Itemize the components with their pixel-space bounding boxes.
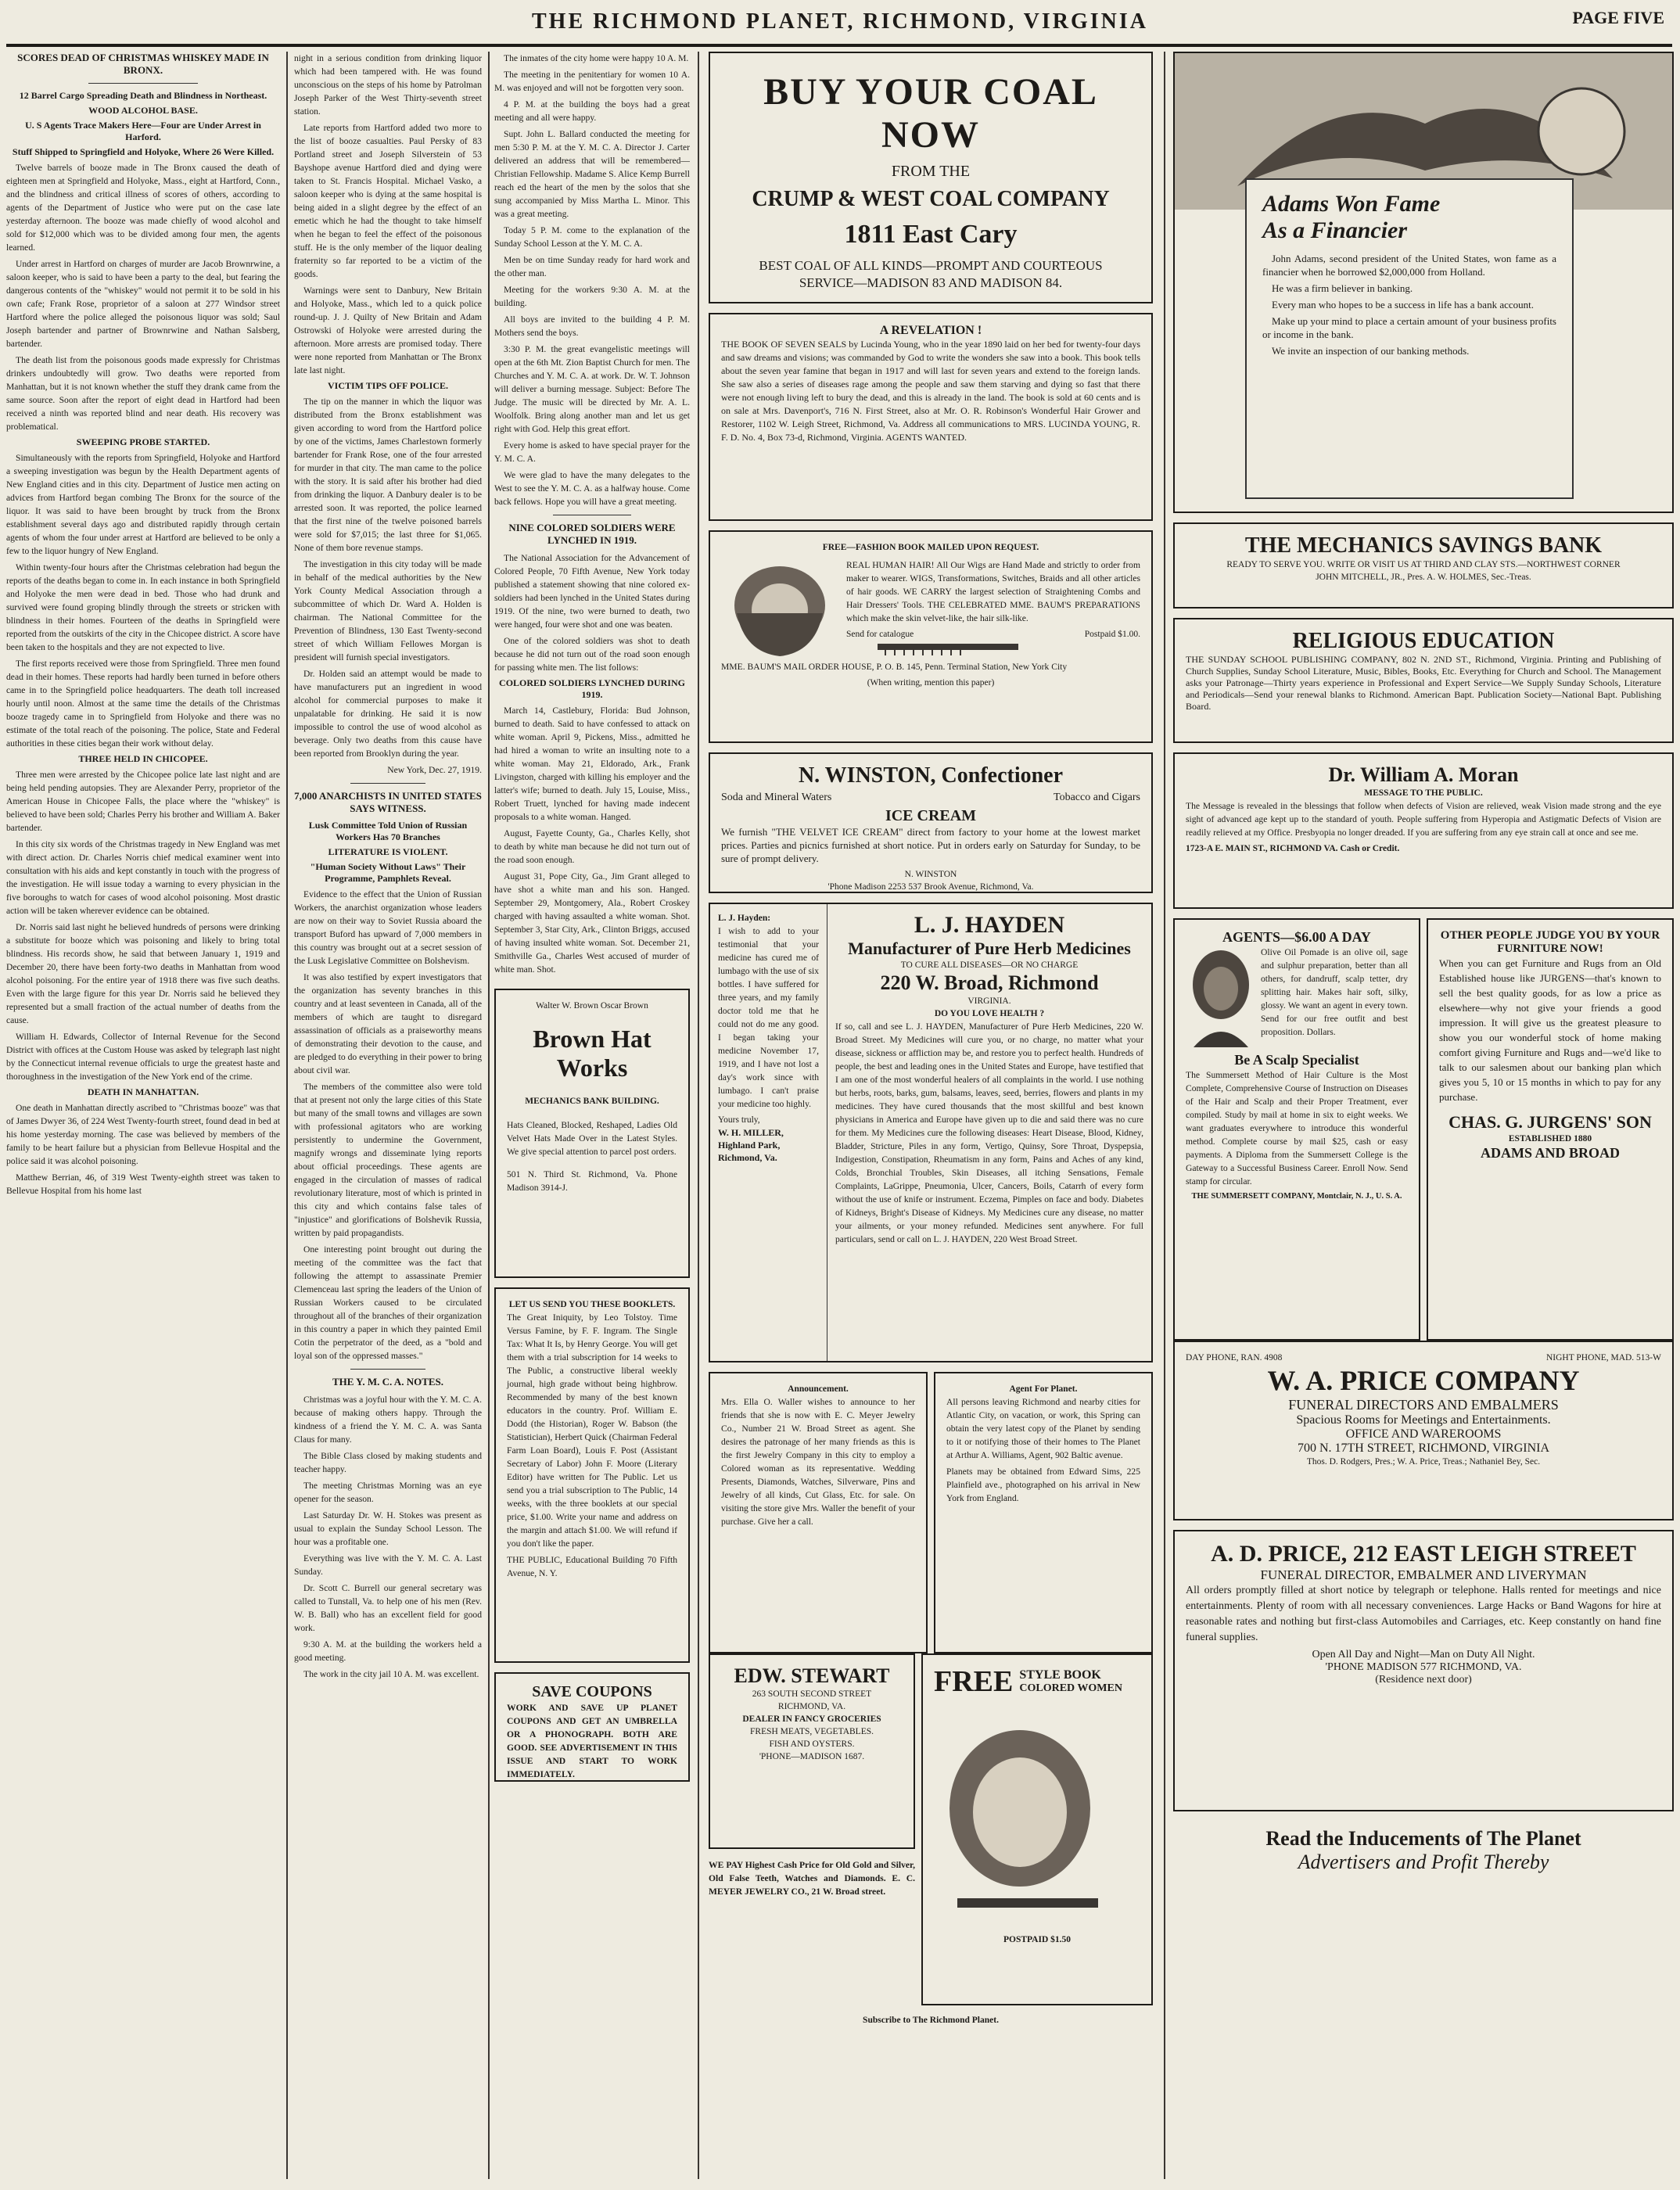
ad-text: The Great Iniquity, by Leo Tolstoy. Time Versus Famine, by F. F. Ingram. The Single Tax: What It Is, by Henry George. You will get them with a trial subscription for 14 weeks to The Public, a constructive liberal weekly journal, high grade without being highbrow. Recommended by many of the best known educators in the country. Prof. William E. Dodd (the Historian), Roger W. Babson (the Statistician), Herbert Quick (Chairman Federal Farm Loan Board), Louis F. Post (Assistant Secretary of Labor) John F. Moore (Literary Editor) have written for The Public. Let us send you a trial subscription to The Public, 14 weeks, with the three booklets at our special price, $1.00. Write your name and address on the margin and attach $1.00. We will refund if you don't like the paper. [507,1312,677,1549]
article-column-3 [494,52,690,2179]
ad-text: Make up your mind to place a certain amount of your business profits or income in the bank. [1262,315,1556,340]
ad-text: DEALER IN FANCY GROCERIES [742,1714,881,1724]
article-paragraph: The National Association for the Advancement of Colored People, 70 Fifth Avenue, New York today published a statement showing that nine colored ex-soldiers had been lynched in the United States during 1919. Of the nine, two were burned to death, two were hanged, four were shot and one was beaten. [494,553,690,630]
ad-text: Open All Day and Night—Man on Duty All Night. [1312,1649,1535,1660]
ad-text: He was a firm believer in banking. [1272,282,1413,294]
ad-title: Announcement. [788,1384,849,1394]
article-paragraph: The members of the committee also were told that at present not only the large cities of this State but many of the small towns and villages are sown with professional agitators who are working persistently to undermine the Government, magnify wrongs and disseminate lying reports about official proceedings. These agents are engaged in the circulation of masses of radical revolutionary literature, most of which is printed in this city and which contains false tales of "injustice" and glorifications of Bolshevik Russia, written by paid propagandists. [294,1082,482,1238]
ad-price-ad [1173,1530,1674,1811]
waller-announcement [709,1372,928,1653]
ad-text: BEST COAL OF ALL KINDS—PROMPT AND COURTEOUS SERVICE—MADISON 83 AND MADISON 84. [759,258,1103,290]
agents-ad [1173,918,1420,1341]
ad-text: POSTPAID $1.50 [1003,1935,1072,1944]
article-paragraph: Within twenty-four hours after the Christmas celebration had begun the reports of the deaths began to come in. In each instance in both Springfield and Holyoke the men were dead in bed. Those who had drunk and survived were found groping blindly through the streets or stricken with blindness in their homes. Fourteen of the deaths in Springfield were reported from the outskirts of the city in the Chicopee district. A score have been taken to the hospitals and they are not expected to live. [6,562,280,652]
ad-text: Tobacco and Cigars [1054,792,1140,803]
article-paragraph: The tip on the manner in which the liquor was distributed from the Bronx establishment was given according to word from the Hartford police by one of the victims, James Charlestown formerly bartender for Frank Rose, one of the four arrested for murder in that city. The man came to the police with the story. It is said after his brother had died from drinking the liquor. A Danbury dealer is to be arrested soon. It was reported, the police learned that the first nine of the twelve poisoned barrels were sold for $7,015; the last three for $1,065. None of them bore revenue stamps. [294,397,482,553]
ad-text: (Residence next door) [1375,1674,1472,1686]
article-paragraph: Men be on time Sunday ready for hard work and the other man. [494,255,690,278]
article-paragraph: Dr. Scott C. Burrell our general secretary was called to Tunstall, Va. to help one of his men (Rev. W. B. Ball) who has an excellent field for good work. [294,1583,482,1633]
article-paragraph: 9:30 A. M. at the building the workers held a good meeting. [294,1639,482,1663]
winston-ad [709,752,1153,893]
article-paragraph: Late reports from Hartford added two more to the list of booze casualties. Paul Persky of 83 Portland street and Joseph Silverstein of 53 Bayshope avenue Hartford died and dying were taken to St. Francis Hospital. Michael Vasko, a saloon keeper who is dying at the same hospital is being aided in a slight degree by the effect of an emetic which he had the thought to take himself when he began to feel the effect of the poisonous stuff. He is the only member of the liquor dealing fraternity so far reported to be a victim of the goods. [294,123,482,279]
article-paragraph: Christmas was a joyful hour with the Y. M. C. A. because of making others happy. Through the kindness of a friend the Y. M. C. A. was Santa Claus for many. [294,1395,482,1445]
ad-text: VIRGINIA. [967,996,1011,1006]
ad-text: 263 SOUTH SECOND STREET [752,1689,872,1699]
religious-education-ad [1173,618,1674,743]
article-subhead: DEATH IN MANHATTAN. [87,1086,199,1097]
article-column-2 [294,52,482,2179]
article-paragraph: One of the colored soldiers was shot to death because he did not turn out of the road soon enough for passing white men. The list follows: [494,636,690,673]
hayden-ad [709,903,1153,1362]
ad-text: FROM THE [891,163,971,180]
ad-text: 700 N. 17TH STREET, RICHMOND, VIRGINIA [1297,1441,1550,1455]
ad-text: Be A Scalp Specialist [1234,1052,1359,1068]
ad-text: MECHANICS BANK BUILDING. [525,1097,659,1106]
article-paragraph: Last Saturday Dr. W. H. Stokes was present as usual to explain the Sunday School Lesson. The hour was a profitable one. [294,1510,482,1547]
ad-title: N. WINSTON, Confectioner [798,763,1064,788]
ad-title: Brown Hat Works [533,1025,652,1082]
article-subhead: SWEEPING PROBE STARTED. [76,436,210,447]
article-paragraph: March 14, Castlebury, Florida: Bud Johnson, burned to death. Said to have confessed to attack on white woman. April 9, Pickens, Miss., admitted he had hired a woman to write an insulting note to a white woman. May 21, Eldorado, Ark., Frank Livingston, charged with killing his employer and the latter's wife; burned to death. July 15, Louise, Miss., Robert Truett, lynched for having made indecent proposals to a white woman. Hanged. [494,705,690,822]
article-paragraph: The investigation in this city today will be made in behalf of the medical authorities by the New York County Medical Association through a subcommittee of which Dr. Ward A. Holden is chairman. The National Committee for the Prevention of Blindness, 130 East Twenty-second street of which William Fellowes Morgan is president will furnish special investigators. [294,559,482,662]
ad-text: DAY PHONE, RAN. 4908 [1186,1353,1283,1362]
ad-text: Manufacturer of Pure Herb Medicines [848,939,1131,958]
planet-agent-notice [934,1372,1153,1653]
article-paragraph: All boys are invited to the building 4 P. M. Mothers send the boys. [494,314,690,338]
ads-column-right [1173,52,1674,2179]
article-headline: NINE COLORED SOLDIERS WERE LYNCHED IN 1919. [508,522,676,546]
article-subhead: Stuff Shipped to Springfield and Holyoke, Where 26 Were Killed. [12,146,275,157]
wig-illustration-icon [934,1699,1122,1933]
ad-text: W. H. MILLER, Highland Park, Richmond, Va. [718,1127,784,1163]
adams-bank-ad [1173,52,1674,513]
ad-text: 'Phone Madison 2253 537 Brook Avenue, Richmond, Va. [827,882,1034,892]
inducements-line: Advertisers and Profit Thereby [1298,1851,1549,1873]
ad-text: FRESH MEATS, VEGETABLES. [750,1727,874,1736]
ad-text: Hats Cleaned, Blocked, Reshaped, Ladies Old Velvet Hats Made Over in the Latest Styles. We give special attention to parcel post orders. [507,1120,677,1157]
ad-text: The Summersett Method of Hair Culture is the Most Complete, Comprehensive Course of Instruction on Diseases of the Hair and Scalp and their Proper Treatment, ever compiled. Study by mail at home in six to eight weeks. We want graduates everywhere to introduce this wonderful method. Complete course by mail $25, cash or easy payments. A Diploma from the Summersett College is the Gateway to a Successful Business Career. Enroll Now. Send stamp for circular. [1186,1070,1408,1187]
article-headline: 7,000 ANARCHISTS IN UNITED STATES SAYS WITNESS. [294,790,482,814]
article-paragraph: August, Fayette County, Ga., Charles Kelly, shot to death by white man because he did not turn out of the road soon enough. [494,828,690,865]
article-paragraph: We were glad to have the many delegates to the West to see the Y. M. C. A. as a halfway house. Come back fellows. Hope you will have a great meeting. [494,470,690,507]
testimonial [710,904,827,1361]
stewart-ad [709,1653,915,1849]
ad-title: RELIGIOUS EDUCATION [1292,629,1555,653]
ad-text: (When writing, mention this paper) [867,678,995,688]
article-paragraph: 3:30 P. M. the great evangelistic meetings will open at the 6th Mt. Zion Baptist Church for men. The Churches and Y. M. C. A. at work. Dr. W. T. Johnson will deliver a burning message. Subject: Before The Judge. The music will be directed by Mr. A. L. Woolfolk. Bring along another man and let us get right with God. Help this great effort. [494,344,690,434]
meyer-ad: WE PAY Highest Cash Price for Old Gold and Silver, Old False Teeth, Watches and Diamonds. E. C. MEYER JEWELRY CO., 21 W. Broad street. [709,1860,915,1897]
ad-text: THE BOOK OF SEVEN SEALS by Lucinda Young, who in the year 1890 laid on her bed for twenty-four days and saw dreams and visions; was commanded by God to write the wonders she saw into a book. This book tells about the seven year famine that began in 1917 and will last for seven years and extend to the foreign lands. She saw also a series of diseases rage among the people and saw them starving and dying so fast that there were not enough living left to bury the dead, and this is already in the land. The book is sold at 60 cents and is on sale at Mrs. Davenport's, 716 N. First Street, also at Mr. O. R. Robinson's Wonderful Hair Grower and Restorer, 1102 W. Leigh Street, Richmond, Va. Address all communications to MRS. LUCINDA YOUNG, R. F. D. No. 4, Box 73-d, Richmond, Virginia. AGENTS WANTED. [721,339,1140,443]
ad-text: CHAS. G. JURGENS' SON [1448,1112,1652,1132]
ad-text: RICHMOND, VA. [777,1702,846,1711]
article-paragraph: The death list from the poisonous goods made expressly for Christmas drinkers undoubtedly will grow. Two deaths were reported from Manhattan, but it is not known whether the stuff they drank came from the same source. Soon after the report of eight dead in Hartford had been received a ninth was reported blind and near death. His recovery was problematical. [6,355,280,432]
article-paragraph: Everything was live with the Y. M. C. A. Last Sunday. [294,1553,482,1577]
article-paragraph: William H. Edwards, Collector of Internal Revenue for the Second District with offices at the Custom House was asked by telegraph last night by the Connecticut internal revenue officials to urge the greatest haste and thoroughness in the investigation of the New York end of the crime. [6,1032,280,1082]
save-coupons-ad [494,1672,690,1782]
woman-portrait-icon [1186,946,1256,1047]
ad-text: MME. BAUM'S MAIL ORDER HOUSE, P. O. B. 145, Penn. Terminal Station, New York City [721,662,1068,672]
ad-text: Soda and Mineral Waters [721,792,832,803]
article-paragraph: Every home is asked to have special prayer for the Y. M. C. A. [494,440,690,464]
column-rule [286,52,288,2179]
ad-text: READY TO SERVE YOU. WRITE OR VISIT US AT THIRD AND CLAY STS.—NORTHWEST CORNER [1226,560,1621,569]
article-subhead: VICTIM TIPS OFF POLICE. [327,380,449,391]
article-paragraph: Dr. Holden said an attempt would be made to have manufacturers put an ingredient in wood alcohol for commercial purposes to make it unpalatable for drinking. He said it is now impossible to control the use of wood alcohol as beverage. Only two deaths from this cause have been reported from Brooklyn during the year. [294,669,482,759]
moran-ad [1173,752,1674,909]
masthead-rule [6,44,1672,47]
ad-text: Olive Oil Pomade is an olive oil, sage and sulphur preparation, better than all others, for dandruff, scalp tetter, dry splitting hair. Makes hair soft, silky, glossy. We want an agent in every town. Send for our free outfit and best proposition. Dollars. [1261,947,1408,1037]
ad-text: Planets may be obtained from Edward Sims, 225 Plainfield ave., photographed on his arrival in New York from England. [946,1467,1140,1503]
mechanics-bank-ad [1173,522,1674,609]
article-subhead: LITERATURE IS VIOLENT. [328,846,448,857]
ad-text: We invite an inspection of our banking methods. [1272,345,1470,357]
article-paragraph: It was also testified by expert investigators that the organization has seventy branches in this country and at least seventeen in Canada, all of the members of which are taught to disregard assassination of officials as a praiseworthy means of demonstrating their devotion to the cause, and are pledged to do everything in their power to bring about civil war. [294,972,482,1075]
article-subhead: "Human Society Without Laws" Their Programme, Pamphlets Reveal. [310,861,466,884]
article-paragraph: Supt. John L. Ballard conducted the meeting for men 5:30 P. M. at the Y. M. C. A. Director J. Carter delivered an address that will be remembered—Christian Fellowship. Madame S. Alice Kemp Burrell reach ed the heart of the men by the solos that she sung accompanied by Miss Martha L. Minor. This was a great meeting. [494,129,690,219]
dateline: New York, Dec. 27, 1919. [387,765,482,775]
revelation-ad [709,313,1153,521]
ad-text: 501 N. Third St. Richmond, Va. Phone Madison 3914-J. [507,1169,677,1193]
ad-text: 'PHONE—MADISON 1687. [759,1752,865,1761]
ad-text: COLORED WOMEN [1019,1682,1122,1694]
article-column-1 [6,52,280,2179]
article-paragraph: Evidence to the effect that the Union of Russian Workers, the anarchist organization whose leaders are now on their way to Soviet Russia aboard the transport Buford has upward of 7,000 members in this country was brought out at a secret session of the Lusk Legislative Committee on Bolshevism. [294,889,482,966]
article-paragraph: Dr. Norris said last night he believed hundreds of persons were drinking a substitute for booze which was poisoning and likely to bring total blindness. His records show, he said that between January 1, 1919 and December 20, there have been forty-two deaths in Manhattan from wood alcohol poisoning. For the entire year of 1918 there was five such deaths. Even with the large figure for this year Dr. Norris said he believed they represented but a small fraction of the actual number of deaths from the cause. [6,922,280,1025]
article-headline: THE Y. M. C. A. NOTES. [332,1376,444,1388]
ad-text: JOHN MITCHELL, JR., Pres. A. W. HOLMES, Sec.-Treas. [1316,573,1531,582]
ad-text: All persons leaving Richmond and nearby cities for Atlantic City, on vacation, or work, this Spring can obtain the very latest copy of the Planet by sending to it or notifying those of their homes to The Planet at Arthur A. Williams, Agent, 902 Baltic avenue. [946,1397,1140,1460]
ad-text: REAL HUMAN HAIR! All Our Wigs are Hand Made and strictly to order from maker to wearer. WIGS, Transformations, Switches, Braids and all other articles of hair goods. WE CARRY the largest selection of Straightening Combs and Hair Dressers' Tools. THE CELEBRATED MME. BAUM'S PREPARATIONS which make the skin velvet-like, the hair silk-like. [846,560,1140,623]
wig-icon [721,558,838,660]
inducements-notice [1173,1827,1674,1874]
article-paragraph: The work in the city jail 10 A. M. was excellent. [303,1669,479,1679]
article-paragraph: The meeting in the penitentiary for women 10 A. M. was enjoyed and will not be forgotten very soon. [494,70,690,93]
ad-text: Spacious Rooms for Meetings and Entertainments. [1296,1413,1551,1427]
ad-text: The Message is revealed in the blessings that follow when defects of Vision are relieved, weak Vision made strong and the eye sight of advanced age kept up to the standard of youth. People suffering from Hyperopia and Astigmatic Defects of Vision are readily relieved at my Office. Presbyopia no longer dreaded. If you are suffering from any eye strain call at once and see me. [1186,801,1661,838]
ad-text: I wish to add to your testimonial that your medicine has cured me of lumbago with the use of six bottles. I have suffered for three years, and my family doctor told me that he could not do me any good. I began taking your medicine November 17, 1919, and I have not lost a day's work since with lumbago. I can't praise your medicine too highly. [718,926,819,1109]
article-paragraph: Three men were arrested by the Chicopee police late last night and are being held pending autopsies. They are Alexander Perry, proprietor of the American House in Chicopee Falls, the place where the "whiskey" is believed to have been sold; Charles Perry his brother and William A. Baker bartender. [6,770,280,833]
article-paragraph: Warnings were sent to Danbury, New Britain and Holyoke, Mass., which led to a quick police round-up. J. J. Quilty of New Britain and Adam Ostrowski of Holyoke were arrested during the afternoon. More arrests are promised today. There were none reported from Manhattan or The Bronx late last night. [294,285,482,375]
ad-text: NIGHT PHONE, MAD. 513-W [1545,1353,1661,1362]
article-subhead: U. S Agents Trace Makers Here—Four are Under Arrest in Harford. [25,120,261,142]
ad-title: AGENTS—$6.00 A DAY [1222,929,1371,945]
article-subhead: WOOD ALCOHOL BASE. [88,105,198,116]
coal-ad [709,52,1153,303]
article-paragraph: The inmates of the city home were happy 10 A. M. [504,53,689,63]
ad-text: Every man who hopes to be a success in life has a bank account. [1272,299,1535,311]
article-paragraph: August 31, Pope City, Ga., Jim Grant alleged to have shot a white man and his son. Hanged. September 29, Montgomery, Ala., Robert Croskey charged with having assaulted a white woman. Shot. September 3, Star City, Ark., Clinton Briggs, accused of having insulted white woman. Sot. December 21, Smithville Ga., Charles West accused of murder of white man. Shot. [494,871,690,975]
ad-text: 'PHONE MADISON 577 RICHMOND, VA. [1325,1661,1522,1673]
ad-text: MESSAGE TO THE PUBLIC. [1364,788,1483,798]
article-subhead: 12 Barrel Cargo Spreading Death and Blindness in Northeast. [19,90,267,101]
ad-text: Thos. D. Rodgers, Pres.; W. A. Price, Treas.; Nathaniel Bey, Sec. [1306,1457,1541,1467]
ad-text: Mrs. Ella O. Waller wishes to announce to her friends that she is now with E. C. Meyer Jewelry Co., Number 21 W. Broad Street as agent. She desires the patronage of her many friends as this is the first Jewelry Company in this city to employ a Colored woman as its representative. Wedding Presents, Diamonds, Watches, Silverware, Pins and Jewelry of all kinds, Cut Glass, Etc. for sale. On visiting the store give Mrs. Waller the benefit of your purchase. Give her a call. [721,1397,915,1527]
ad-text: THE SUNDAY SCHOOL PUBLISHING COMPANY, 802 N. 2ND ST., Richmond, Virginia. Printing and Publishing of Church Supplies, Sunday School Literature, Music, Bibles, Books, Etc. Everything for Church and School. The Management asks your Patronage—Thirty years experience in Professional and Expert Service—We Supply Sunday Schools, Literature and Periodicals—Send your renewal blanks to Richmond. American Bapt. Publication Society—National Bapt. Publishing Board. [1186,654,1661,712]
ad-text: 1723-A E. MAIN ST., RICHMOND VA. Cash or Credit. [1186,844,1400,853]
masthead [0,0,1680,48]
ad-title: Adams Won Fame [1262,191,1441,217]
ad-text: THE PUBLIC, Educational Building 70 Fifth Avenue, N. Y. [507,1555,677,1578]
article-headline: SCORES DEAD OF CHRISTMAS WHISKEY MADE IN BRONX. [17,52,269,76]
masthead-title: THE RICHMOND PLANET, RICHMOND, VIRGINIA [531,9,1148,34]
column-rule [698,52,699,2179]
article-paragraph: The first reports received were those from Springfield. Three men found dead in their homes. These reports had hardly been turned in before others came in to the Springfield police headquarters. The death toll increased hourly until noon. Almost at the same time the details of the Christmas booze tragedy came in to Springfield from Holyoke and there was no estimate of the total reach of the poisoning. The police, State and Federal authorities in these cities began their work without delay. [6,659,280,749]
ad-text: FUNERAL DIRECTOR, EMBALMER AND LIVERYMAN [1260,1567,1587,1582]
article-paragraph: Today 5 P. M. come to the explanation of the Sunday School Lesson at the Y. M. C. A. [494,225,690,249]
ad-text: 1811 East Cary [844,220,1018,249]
article-paragraph: Under arrest in Hartford on charges of murder are Jacob Brownrwine, a saloon keeper, who is said to have been a party to the deal, but fearing the dangerous contents of the "whiskey" would not permit it to be sold in his own cafe; Frank Rose, proprietor of a saloon at 277 Windsor street Hartford where the police alleged the poisonous liquor was sold; Saul Joseph bartender and partner of Brownrwine and Nathan Salsberg, bartender. [6,259,280,349]
article-paragraph: night in a serious condition from drinking liquor which had been tampered with. He was found unconscious on the steps of his home by Patrolman Joseph Parker of the West Thirty-seventh street station. [294,53,482,117]
column-rule [488,52,490,2179]
ad-title: FREE—FASHION BOOK MAILED UPON REQUEST. [822,543,1039,552]
ad-text: 220 W. Broad, Richmond [880,971,1099,994]
fashion-book-ad [709,530,1153,743]
ad-text: L. J. Hayden: [718,914,771,923]
ad-text: FUNERAL DIRECTORS AND EMBALMERS [1288,1397,1559,1413]
ad-title: THE MECHANICS SAVINGS BANK [1244,533,1603,558]
adams-text-panel [1245,178,1574,499]
article-paragraph: Matthew Berrian, 46, of 319 West Twenty-eighth street was taken to Bellevue Hospital from his home last [6,1172,280,1196]
ad-title: W. A. PRICE COMPANY [1267,1365,1580,1396]
ad-text: ADAMS AND BROAD [1480,1145,1620,1161]
article-paragraph: 4 P. M. at the building the boys had a great meeting and all were happy. [494,99,690,123]
ad-title: A REVELATION ! [879,324,982,337]
ad-text: THE SUMMERSETT COMPANY, Montclair, N. J., U. S. A. [1191,1192,1402,1201]
ad-text: OFFICE AND WAREROOMS [1345,1427,1502,1441]
inducements-line: Read the Inducements of The Planet [1265,1827,1581,1850]
ad-text: STYLE BOOK [1019,1668,1101,1682]
booklets-ad [494,1287,690,1663]
article-subhead: Lusk Committee Told Union of Russian Workers Has 70 Branches [308,820,468,842]
ad-title: As a Financier [1262,217,1408,243]
brown-hat-works-ad [494,989,690,1278]
ad-text: DO YOU LOVE HEALTH ? [934,1009,1045,1018]
ad-title: EDW. STEWART [734,1664,890,1687]
wa-price-ad [1173,1341,1674,1520]
jurgens-ad [1427,918,1674,1341]
ad-title: FREE [934,1665,1014,1698]
ad-text: If so, call and see L. J. HAYDEN, Manufacturer of Pure Herb Medicines, 220 W. Broad Street. My Medicines will cure you, or no charge, no matter what your disease, sickness or affliction may be, and restore you to perfect health. Hundreds of people, the best and leading ones in the United States and Europe, have testified that I am one of the most wonderful healers of all complaints in the world. I use nothing but herbs, roots, barks, gum, balsams, leaves, seed, berries, flowers and plants in my medicines. They have cured thousands that the most skillful and best known physicians in America and Europe have given up to die and said there was no cure for them. My Medicines cure the following diseases: Heart Disease, Blood, Kidney, Bladder, Stricture, Piles in any form, Vertigo, Quinsy, Sore Throat, Dyspepsia, Indigestion, Constipation, Rheumatism in any form, Pains and Aches of any kind, Colds, Bronchial Troubles, Skin Diseases, all itching Sensations, Female Complaints, LaGrippe, Pneumonia, Ulcer, Cancers, Boils, Catarrh of every form without the use of knife or instrument. Eczema, Pimples on face and body. Diabetes of Kidneys, Bright's Disease of Kidneys. My Medicines cure any disease, no matter your ailments, or your money refunded. Medicines sent anywhere. For full particulars, send or call on L. J. HAYDEN, 220 West Broad Street. [835,1021,1143,1244]
subscribe-notice: Subscribe to The Richmond Planet. [863,2016,999,2025]
ad-text: All orders promptly filled at short notice by telegraph or telephone. Halls rented for meetings and nice entertainments. Plenty of room with all necessary conveniences. Large Hacks or Band Wagons for hire at reasonable rates and nothing but first-class Automobiles and Carriages, etc. Keep constantly on hand fine funeral supplies. [1186,1585,1661,1643]
ad-title: OTHER PEOPLE JUDGE YOU BY YOUR FURNITURE NOW! [1440,929,1660,955]
article-paragraph: The meeting Christmas Morning was an eye opener for the season. [294,1481,482,1504]
article-subhead: THREE HELD IN CHICOPEE. [78,753,208,764]
ad-text: Walter W. Brown Oscar Brown [536,1001,648,1011]
ad-text: CRUMP & WEST COAL COMPANY [752,187,1110,211]
article-subhead: COLORED SOLDIERS LYNCHED DURING 1919. [499,677,685,700]
ad-text: ESTABLISHED 1880 [1508,1134,1592,1143]
ymca-notes-continued [494,52,690,982]
ad-title: SAVE COUPONS [532,1683,652,1700]
ad-text: N. WINSTON [904,870,957,879]
ad-text: Send for catalogue [846,630,914,639]
ad-text: Yours truly, [718,1115,760,1125]
ads-column-middle [709,52,1153,2179]
ad-text: FISH AND OYSTERS. [769,1739,855,1749]
article-paragraph: The Bible Class closed by making students and teacher happy. [294,1451,482,1474]
ad-title: Dr. William A. Moran [1328,763,1519,786]
article-paragraph: One death in Manhattan directly ascribed to "Christmas booze" was that of James Dwyer 36, of 224 West Twenty-fourth street, found dead in bed at his home yesterday morning. The case was believed by members of the family to be heart failure but a physician from Bellevue Hospital and the police said it was alcohol poisoning. [6,1103,280,1166]
ad-title: L. J. HAYDEN [914,912,1065,938]
column-rule [1164,52,1165,2179]
ad-text: TO CURE ALL DISEASES—OR NO CHARGE [900,960,1079,970]
ad-text: ICE CREAM [885,807,977,824]
comb-icon [846,641,1050,656]
ad-text: Postpaid $1.00. [1084,630,1140,639]
ad-text: WORK AND SAVE UP PLANET COUPONS AND GET AN UMBRELLA OR A PHONOGRAPH. BOTH ARE GOOD. SEE ADVERTISEMENT IN THIS ISSUE AND START TO WORK IMMEDIATELY. [507,1703,677,1779]
ad-text: John Adams, second president of the United States, won fame as a financier when he borrowed $2,000,000 from Holland. [1262,253,1556,278]
article-paragraph: Simultaneously with the reports from Springfield, Holyoke and Hartford a sweeping investigation was begun by the Health Department agents of New England cities and in this city. Department of Justice men acting on advices from Hartford began combing The Bronx for the source of the liquor. It was said to have been brought by truck from the Bronx establishment several days ago and distributed rapidly through certain agents of whom the four under arrest at Hartford are believed to be only a few to the liquor hungry of New England. [6,453,280,556]
ad-title: BUY YOUR COAL NOW [763,71,1098,156]
article-paragraph: Meeting for the workers 9:30 A. M. at the building. [494,285,690,308]
ad-title: A. D. PRICE, 212 EAST LEIGH STREET [1211,1541,1636,1567]
article-paragraph: Twelve barrels of booze made in The Bronx caused the death of eighteen men at Springfield and Holyoke, Mass., eight at Hartford, Conn., and the blindness and critical illness of scores of others, according to agents of the Department of Justice who were put on the case late yesterday afternoon. The booze was made chiefly of wood alcohol and sold for $12,000 which was to be divided among four men, the agents learned. [6,163,280,253]
ad-text: When you can get Furniture and Rugs from an Old Established house like JURGENS—that's known to sell the best quality goods, for as low a price as elsewhere—why not give your friends a good impression. It will give us the greatest pleasure to show you our wonderful stock of home making comfort giving Furniture and Rugs and—we'd like to talk to our salesmen about our banking plan which gives you 5, 10 or 15 months in which to pay for any purchase. [1439,957,1661,1103]
ad-title: LET US SEND YOU THESE BOOKLETS. [508,1300,676,1309]
article-paragraph: One interesting point brought out during the meeting of the committee was the fact that following the attempt to assassinate Premier Clemenceau last spring the leaders of the Union of Russian Workers caused to be circulated throughout all of the branches of their organization in this country a paper in which they painted Emil Cotin the perpetrator of the deed, as a "bold and loyal son of the oppressed masses." [294,1244,482,1361]
article-paragraph: In this city six words of the Christmas tragedy in New England was met with direct action. Dr. Charles Norris chief medical examiner went into consultation with his aids and kept constantly in touch with the progress of the investigation. He will issue today a warning to every physician in the five boroughs to watch for cases of wood alcohol poisoning. Most drastic action will be taken wherever evidence can be obtained. [6,839,280,916]
stylebook-ad [921,1653,1153,2005]
ad-title: Agent For Planet. [1009,1384,1078,1394]
ad-text: We furnish "THE VELVET ICE CREAM" direct from factory to your home at the lowest market prices. Parties and picnics furnished at short notice. Put in orders early on Saturday for Sunday, to be sure of prompt delivery. [721,826,1140,864]
page-number: PAGE FIVE [1572,8,1664,27]
